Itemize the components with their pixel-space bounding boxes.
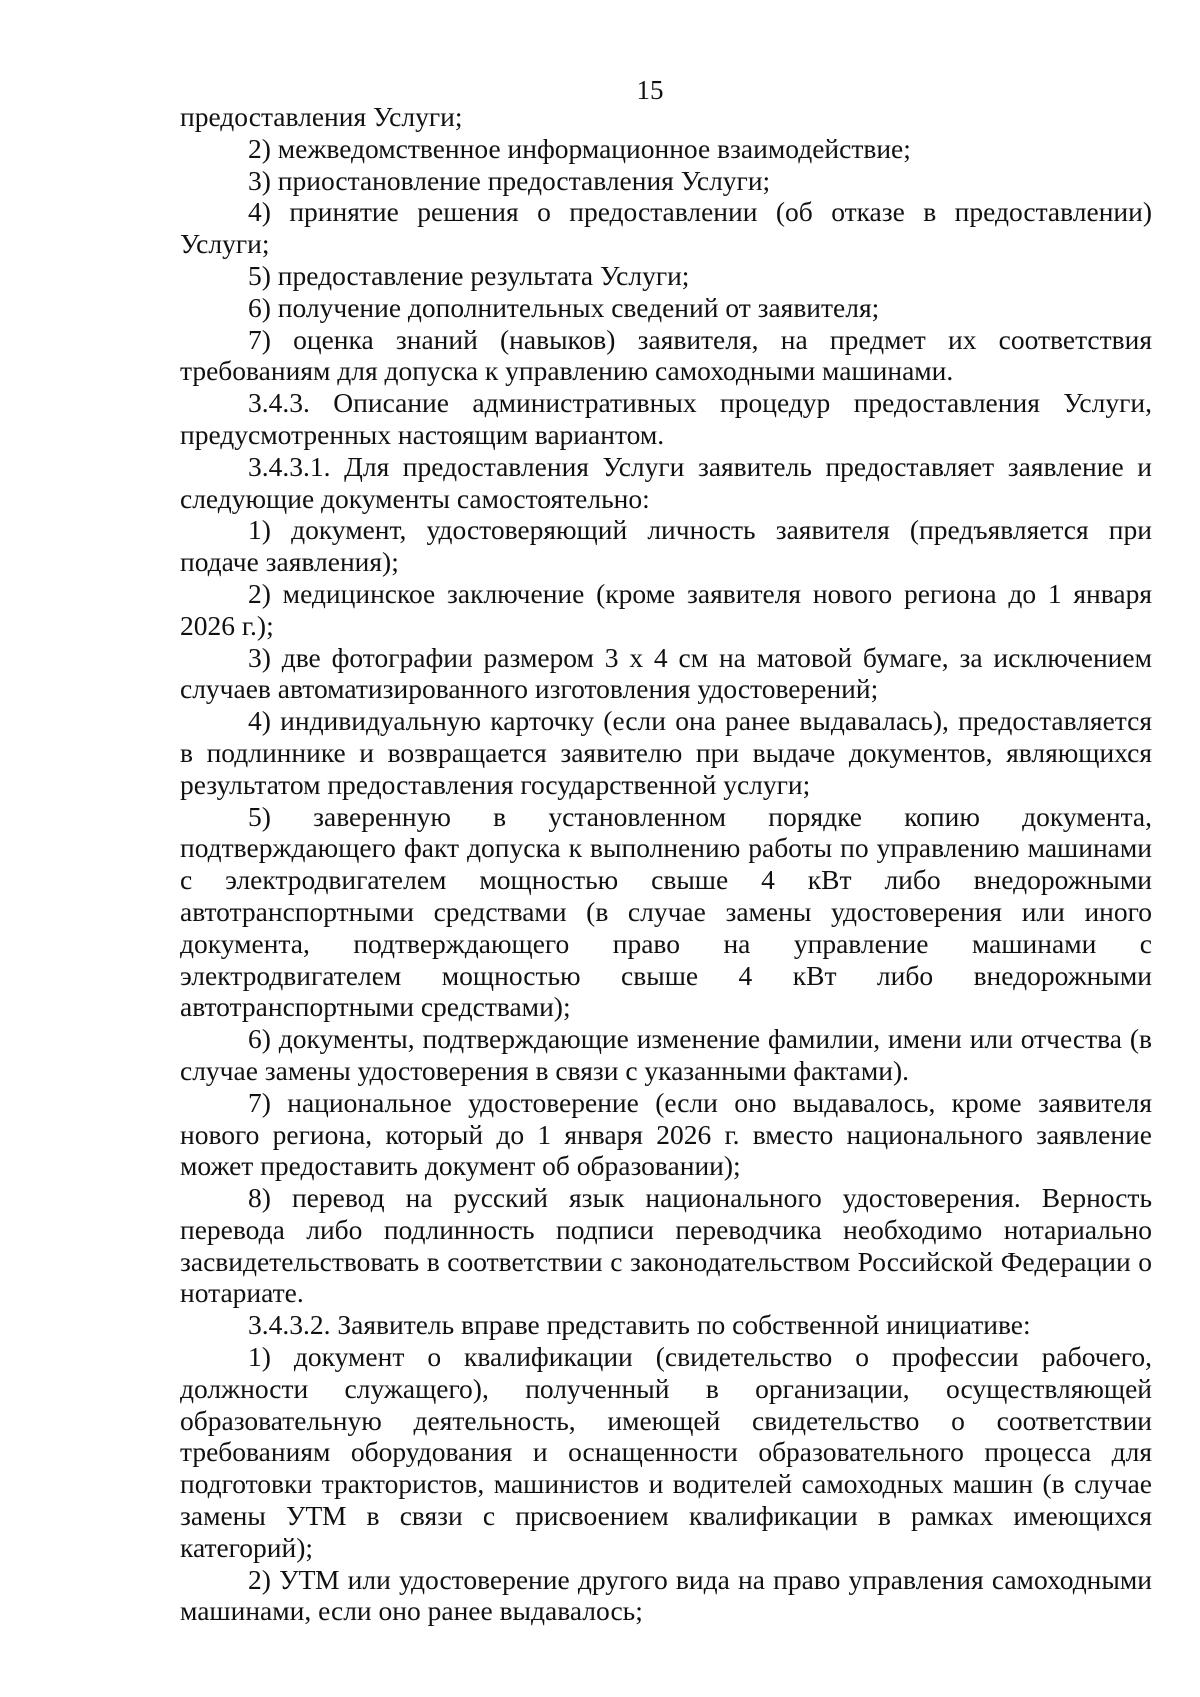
- list-item-result: 5) предоставление результата Услуги;: [248, 259, 690, 291]
- paragraph-continuation: предоставления Услуги;: [180, 101, 463, 132]
- list-item-additional-info: 6) получение дополнительных сведений от заявителя;: [248, 291, 880, 323]
- section-3-4-3-1: 3.4.3.1. Для предоставления Услуги заявитель предоставляет заявление и следующие документы самостоятельно:: [180, 450, 1152, 514]
- optional-doc-utm: 2) УТМ или удостоверение другого вида на право управления самоходными машинами, если оно ранее выдавалось;: [180, 1563, 1152, 1627]
- list-item-suspension: 3) приостановление предоставления Услуги;: [248, 164, 771, 196]
- optional-doc-qualification: 1) документ о квалификации (свидетельство о профессии рабочего, должности служащего), полученный в организации, осуществляющей образовательную деятельность, имеющей свидетельство о соответствии требованиям оборудования и оснащенности образовательного процесса для подготовки трактористов, машинистов и водителей самоходных машин (в случае замены УТМ в связи с присвоением квалификации в рамках имеющихся категорий);: [180, 1341, 1152, 1563]
- doc-item-name-change: 6) документы, подтверждающие изменение фамилии, имени или отчества (в случае замены удостоверения в связи с указанными фактами).: [180, 1023, 1152, 1086]
- list-item-decision: 4) принятие решения о предоставлении (об отказе в предоставлении) Услуги;: [180, 196, 1152, 260]
- doc-item-medical: 2) медицинское заключение (кроме заявителя нового региона до 1 января 2026 г.);: [180, 577, 1152, 641]
- list-item-interagency-interaction: 2) межведомственное информационное взаимодействие;: [248, 132, 911, 164]
- doc-item-identity: 1) документ, удостоверяющий личность заявителя (предъявляется при подаче заявления);: [180, 514, 1152, 578]
- doc-item-translation: 8) перевод на русский язык национального удостоверения. Верность перевода либо подлинность подписи переводчика необходимо нотариально засвидетельствовать в соответствии с законодательством Российской Федерации о нотариате.: [180, 1182, 1152, 1309]
- doc-item-national-license: 7) национальное удостоверение (если оно выдавалось, кроме заявителя нового региона, который до 1 января 2026 г. вместо национального заявление может предоставить документ об образовании);: [180, 1086, 1152, 1182]
- document-body: [180, 101, 1152, 1627]
- section-3-4-3: 3.4.3. Описание административных процедур предоставления Услуги, предусмотренных настоящим вариантом.: [180, 387, 1152, 450]
- doc-item-photos: 3) две фотографии размером 3 х 4 см на матовой бумаге, за исключением случаев автоматизированного изготовления удостоверений;: [180, 641, 1152, 705]
- doc-item-card: 4) индивидуальную карточку (если она ранее выдавалась), предоставляется в подлиннике и возвращается заявителю при выдаче документов, являющихся результатом предоставления государственной услуги;: [180, 705, 1152, 800]
- page-number: 15: [636, 75, 664, 105]
- section-3-4-3-2: 3.4.3.2. Заявитель вправе представить по собственной инициативе:: [248, 1309, 1031, 1341]
- doc-item-certified-copy: 5) заверенную в установленном порядке копию документа, подтверждающего факт допуска к выполнению работы по управлению машинами с электродвигателем мощностью свыше 4 кВт либо внедорожными автотранспортными средствами (в случае замены удостоверения или иного документа, подтверждающего право на управление машинами с электродвигателем мощностью свыше 4 кВт либо внедорожными автотранспортными средствами);: [180, 800, 1152, 1023]
- list-item-skills-assessment: 7) оценка знаний (навыков) заявителя, на предмет их соответствия требованиям для допуска к управлению самоходными машинами.: [180, 323, 1152, 387]
